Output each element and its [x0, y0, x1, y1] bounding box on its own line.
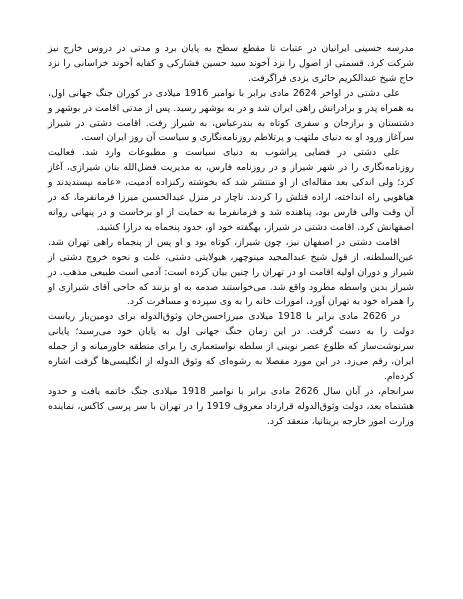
- paragraph: در 2626 مادی برابر با 1918 میلادی میرزاحسن‌خان وثوق‌الدوله برای دومین‌بار ریاست دولت را به دست گرفت. در این زمان جنگ جهانی اول به پایان خود می‌رسید؛ پایانی سرنوشت‌ساز که طلوع عصر نوینی از سلطه نواستعماری را برای منطقه خاورمیانه و از جمله ایران، رقم می‌زد. در این مورد مفصلا به رشوه‌ای که وثوق الدوله از انگلیسی‌ها گرفت اشاره کرده‌ام.: [48, 311, 414, 382]
- paragraph: علی دشتی در اواخر 2624 مادی برابر با نوامبر 1916 میلادی در کوران جنگ جهانی اول، به همراه پدر و برادرانش راهی ایران شد و در به بوشهر رسید. پس از مدتی اقامت در بوشهر و دشتستان و برازجان و سفری کوتاه به بندرعباس، به شیراز رفت. اقامت دشتی در شیراز سرآغاز ورود او به دنیای ملتهب و پرتلاطم روزنامه‌نگاری و سیاست آن روز ایران است.: [48, 87, 414, 144]
- paragraph: مدرسه حسینی ایرانیان در عتبات تا مقطع سطح به پایان برد و مدتی در دروس خارج نیز شرکت کرد. قسمتی از اصول را نزد آخوند سید حسین فشارکی و کفایه آخوند خراسانی را نزد حاج شیخ عبدالکریم حائری یزدی فراگرفت.: [48, 43, 414, 84]
- document-body: [48, 42, 414, 430]
- paragraph: اقامت دشتی در اصفهان نیز، چون شیراز، کوتاه بود و او پس از پنجماه راهی تهران شد. عین‌السلطنه، از قول شیخ عبدالمجید مینوچهر، هیولایتی دشتی، علت و نحوه خروج دشتی از شیراز و دوران اولیه اقامت او در تهران را چنین بیان کرده است: آدمی است طبیعی مذهب. در شیراز بدین واسطه مطرود واقع شد. می‌خواستند صدمه به او بزنند که حاجی آقای شیرازی او را همراه خود به تهران آورد، امورات خانه را به وی سپرده و مسافرت کرد.: [48, 236, 414, 308]
- paragraph: علی دشتی در فضایی پراشوب به دنیای سیاست و مطبوعات وارد شد. فعالیت روزنامه‌نگاری را در شهر شیراز و در روزنامه فارس، به مدیریت فضل‌الله بنان شیرازی، آغاز کرد؛ ولی اندکی بعد مقاله‌ای از او منتشر شد که بخوشته رکنزاده آدمیت، «عامه نپسندیدند و هیاهویی راه انداخته، اراده قتلش را کردند. ناچار در منزل عبدالحسین میرزا فرمانفرما، که در آن وقت والی فارس بود، پناهنده شد و فرمانفرما به حمایت از او برخاست و در پنهانی روانه اصفهانش کرد. اقامت دشتی در شیراز، بهگفته خود او، حدود پنجماه به درازا کشید.: [48, 147, 414, 233]
- paragraph: سرانجام، در آبان سال 2626 مادی برابر با نوامبر 1918 میلادی جنگ خاتمه یافت و حدود هشتماه بعد، دولت وثوق‌الدوله قرارداد معروف 1919 را در تهران با سر پرسی کاکس، نماینده وزارت امور خارجه بریتانیا، منعقد کرد.: [48, 385, 415, 427]
